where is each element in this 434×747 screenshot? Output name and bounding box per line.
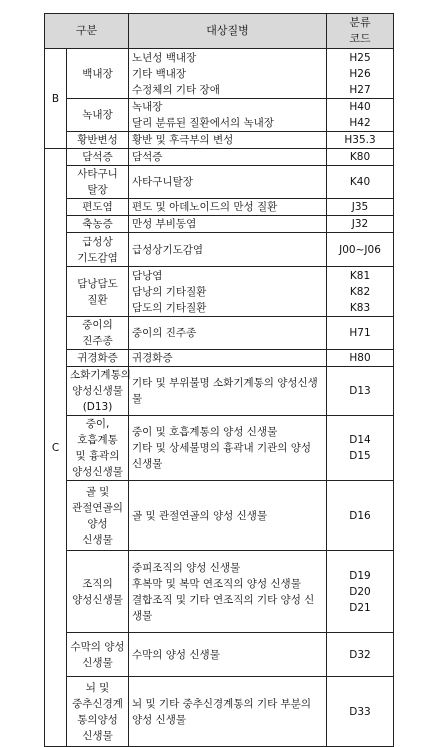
classification-code: H80 — [349, 352, 371, 364]
category-cell — [67, 149, 129, 166]
category-label: 신생물 — [82, 533, 113, 546]
disease-name: 귀경화증 — [132, 352, 173, 364]
category-label: 신생물 — [82, 729, 113, 742]
category-label: 양성신생물 — [72, 385, 123, 397]
disease-cell — [129, 350, 327, 367]
disease-cell — [129, 149, 327, 166]
disease-name: 수정체의 기타 장애 — [132, 83, 220, 96]
table-row — [45, 677, 394, 747]
table-row — [45, 633, 394, 677]
classification-code: K81 — [349, 269, 371, 282]
disease-name: 담낭염 — [132, 269, 163, 282]
classification-code: H27 — [349, 83, 371, 96]
category-label: 진주종 — [82, 335, 113, 347]
disease-cell — [129, 367, 327, 416]
disease-name: 중이 및 호흡계통의 양성 신생물 — [132, 426, 278, 438]
classification-code: H71 — [349, 327, 371, 339]
disease-name: 담도의 기타질환 — [132, 301, 207, 314]
category-label: 귀경화증 — [77, 352, 118, 364]
disease-name: 수막의 양성 신생물 — [132, 648, 220, 661]
disease-cell — [129, 199, 327, 216]
code-cell — [327, 149, 394, 166]
category-label: 담낭담도 — [77, 277, 118, 290]
category-label: 골 및 — [85, 485, 110, 498]
category-cell — [67, 317, 129, 350]
table-row — [45, 481, 394, 551]
disease-name: 사타구니탈장 — [132, 176, 193, 188]
category-cell — [67, 132, 129, 149]
category-label: 녹내장 — [82, 109, 113, 121]
disease-name: 달리 분류된 질환에서의 녹내장 — [132, 117, 274, 129]
classification-code: H26 — [349, 67, 371, 80]
category-label: 담석증 — [82, 151, 113, 163]
category-label: 뇌 및 — [85, 681, 110, 694]
disease-cell — [129, 166, 327, 199]
code-cell — [327, 551, 394, 633]
category-label: 급성상 — [82, 235, 113, 248]
category-cell — [67, 199, 129, 216]
category-cell — [67, 233, 129, 267]
disease-cell — [129, 132, 327, 149]
category-label: 편도염 — [82, 201, 113, 213]
disease-name: 담낭의 기타질환 — [132, 285, 207, 298]
code-cell — [327, 216, 394, 233]
disease-name: 중이의 진주종 — [132, 327, 197, 339]
code-cell — [327, 99, 394, 132]
table-row — [45, 350, 394, 367]
category-label: 조직의 — [82, 577, 113, 590]
disease-name: 결합조직 및 기타 연조직의 기타 양성 신생물 — [132, 593, 315, 622]
table-row — [45, 49, 394, 99]
disease-name: 기타 및 부위불명 소화기계통의 양성신생물 — [132, 377, 318, 405]
table-row — [45, 367, 394, 416]
classification-code: K80 — [349, 151, 371, 163]
disease-cell — [129, 216, 327, 233]
code-cell — [327, 267, 394, 317]
category-label: 탈장 — [87, 184, 108, 196]
classification-code: K83 — [349, 301, 371, 314]
disease-name: 만성 부비동염 — [132, 218, 197, 230]
code-cell — [327, 166, 394, 199]
disease-cell — [129, 481, 327, 551]
table-body — [45, 49, 394, 747]
disease-cell — [129, 551, 327, 633]
disease-name: 뇌 및 기타 중추신경계통의 기타 부분의 양성 신생물 — [132, 697, 311, 726]
category-label: 백내장 — [82, 67, 113, 80]
classification-code: D20 — [349, 585, 371, 598]
header-group: 구분 — [45, 14, 129, 49]
code-cell — [327, 367, 394, 416]
category-cell — [67, 350, 129, 367]
table-row — [45, 99, 394, 132]
category-cell — [67, 367, 129, 416]
category-label: 중이, — [85, 418, 110, 430]
table-row — [45, 317, 394, 350]
group-label: B — [45, 49, 67, 149]
code-cell — [327, 677, 394, 747]
classification-code: J35 — [351, 201, 369, 213]
table-row — [45, 149, 394, 166]
classification-code: D16 — [349, 509, 371, 522]
classification-code: D32 — [349, 648, 371, 661]
classification-code: H40 — [349, 101, 371, 113]
disease-cell — [129, 633, 327, 677]
disease-name: 담석증 — [132, 151, 163, 163]
category-cell — [67, 267, 129, 317]
classification-code: H35.3 — [344, 134, 376, 146]
classification-code: D33 — [349, 705, 371, 718]
code-cell — [327, 633, 394, 677]
table-row — [45, 233, 394, 267]
category-cell — [67, 481, 129, 551]
category-label: 호흡계통 — [77, 434, 118, 446]
classification-code: J32 — [351, 218, 369, 230]
category-label: 축농증 — [82, 218, 113, 230]
category-label: 중추신경계 — [72, 697, 123, 710]
disease-name: 급성상기도감염 — [132, 243, 204, 256]
classification-code: D21 — [349, 601, 371, 614]
table-row — [45, 199, 394, 216]
code-cell — [327, 233, 394, 267]
disease-name: 기타 백내장 — [132, 67, 187, 80]
table-row — [45, 216, 394, 233]
disease-cell — [129, 317, 327, 350]
category-cell — [67, 633, 129, 677]
disease-name: 후복막 및 복막 연조직의 양성 신생물 — [132, 577, 301, 590]
code-cell — [327, 199, 394, 216]
category-cell — [67, 49, 129, 99]
category-label: 기도감염 — [77, 251, 118, 264]
classification-code: D14 — [349, 434, 371, 446]
header-code: 분류 코드 — [327, 14, 394, 49]
category-label: 통의양성 — [77, 713, 118, 726]
disease-name: 녹내장 — [132, 101, 163, 113]
category-label: 질환 — [87, 293, 108, 306]
disease-cell — [129, 99, 327, 132]
code-cell — [327, 481, 394, 551]
disease-name: 황반 및 후극부의 변성 — [132, 134, 234, 146]
code-cell — [327, 317, 394, 350]
category-cell — [67, 166, 129, 199]
disease-name: 기타 및 상세불명의 흉곽내 기관의 양성 신생물 — [132, 442, 311, 470]
category-cell — [67, 551, 129, 633]
category-label: 신생물 — [82, 656, 113, 669]
category-cell — [67, 677, 129, 747]
category-cell — [67, 416, 129, 481]
disease-cell — [129, 677, 327, 747]
code-cell — [327, 350, 394, 367]
classification-code: J00~J06 — [339, 243, 381, 256]
classification-code: H42 — [349, 117, 371, 129]
category-label: 사타구니 — [77, 168, 118, 180]
category-cell — [67, 216, 129, 233]
code-cell — [327, 416, 394, 481]
disease-name: 노년성 백내장 — [132, 51, 197, 64]
disease-name: 중피조직의 양성 신생물 — [132, 561, 241, 574]
category-label: 수막의 양성 — [70, 640, 125, 653]
classification-code: H25 — [349, 51, 371, 64]
category-label: 소화기계통의 — [70, 369, 131, 381]
table-row — [45, 416, 394, 481]
disease-classification-table — [44, 13, 394, 747]
table-row — [45, 267, 394, 317]
category-label: 중이의 — [82, 319, 113, 331]
category-label: 양성 — [87, 517, 108, 530]
category-label: 관절연골의 — [72, 501, 123, 514]
table-row — [45, 166, 394, 199]
classification-code: D13 — [349, 385, 371, 397]
category-label: (D13) — [82, 401, 113, 413]
disease-cell — [129, 416, 327, 481]
category-label: 양성신생물 — [72, 593, 123, 606]
code-cell — [327, 132, 394, 149]
disease-cell — [129, 267, 327, 317]
table-row — [45, 132, 394, 149]
header-disease: 대상질병 — [129, 14, 327, 49]
disease-cell — [129, 233, 327, 267]
header-row — [45, 14, 394, 49]
table-row — [45, 551, 394, 633]
category-label: 및 흉곽의 — [75, 450, 120, 462]
group-label: C — [45, 149, 67, 747]
category-label: 양성신생물 — [72, 466, 123, 478]
classification-code: D19 — [349, 569, 371, 582]
category-cell — [67, 99, 129, 132]
classification-code: D15 — [349, 450, 371, 462]
disease-cell — [129, 49, 327, 99]
disease-name: 편도 및 아데노이드의 만성 질환 — [132, 201, 278, 213]
category-label: 황반변성 — [77, 134, 118, 146]
classification-code: K82 — [349, 285, 371, 298]
classification-code: K40 — [349, 176, 371, 188]
disease-name: 골 및 관절연골의 양성 신생물 — [132, 509, 268, 522]
code-cell — [327, 49, 394, 99]
